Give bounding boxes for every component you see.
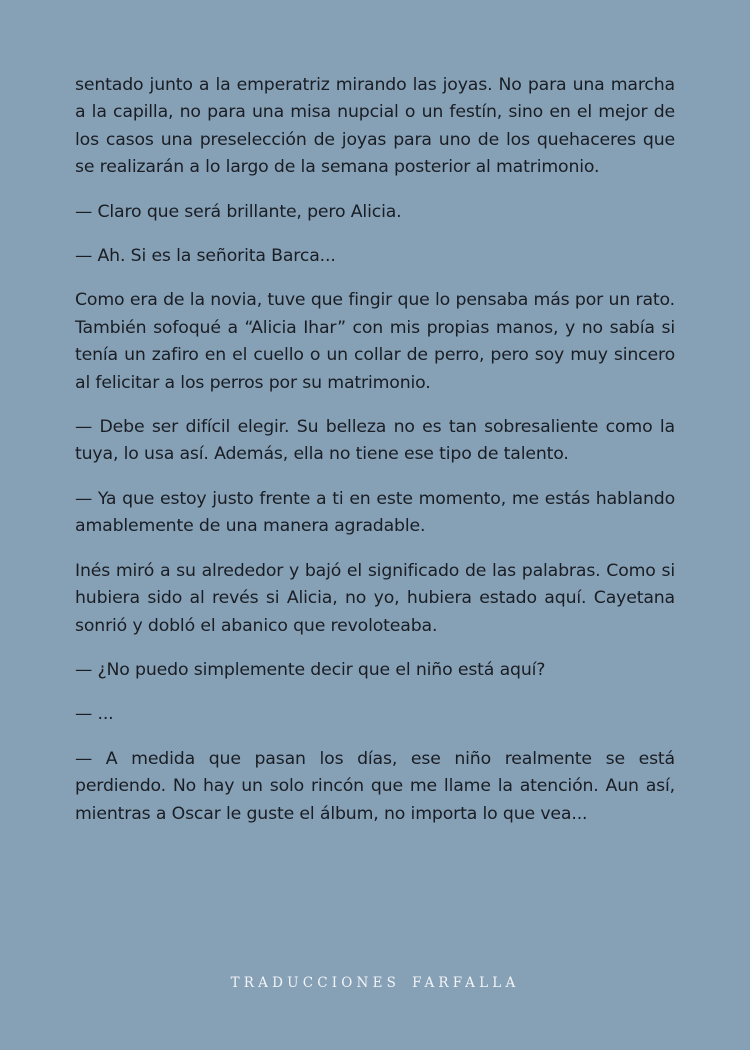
paragraph-dialog: — Claro que será brillante, pero Alicia.	[75, 201, 402, 222]
paragraph-narration: sentado junto a la emperatriz mirando las joyas. No para una marcha a la capilla, no para una misa nupcial o un festín, sino en el mejor de los casos una preselección de joyas para uno de los quehaceres que se realizarán a lo largo de la semana posterior al matrimonio.	[75, 75, 675, 178]
page-body	[75, 72, 675, 845]
paragraph-dialog: — A medida que pasan los días, ese niño realmente se está perdiendo. No hay un solo rincón que me llame la atención. Aun así, mientras a Oscar le guste el álbum, no importa lo que vea...	[75, 748, 675, 824]
paragraph-dialog: — ...	[75, 704, 114, 725]
paragraph-dialog: — ¿No puedo simplemente decir que el niño está aquí?	[75, 659, 546, 680]
paragraph-narration: Como era de la novia, tuve que fingir que lo pensaba más por un rato. También sofoqué a “Alicia Ihar” con mis propias manos, y no sabía si tenía un zafiro en el cuello o un collar de perro, pero soy muy sincero al felicitar a los perros por su matrimonio.	[75, 290, 675, 393]
footer-word-traducciones: TRADUCCIONES	[230, 975, 401, 991]
footer-credit	[0, 975, 750, 991]
footer-word-farfalla: FARFALLA	[412, 975, 520, 991]
paragraph-dialog: — Ah. Si es la señorita Barca...	[75, 246, 336, 267]
paragraph-narration: Inés miró a su alrededor y bajó el significado de las palabras. Como si hubiera sido al revés si Alicia, no yo, hubiera estado aquí. Cayetana sonrió y dobló el abanico que revoloteaba.	[75, 560, 675, 636]
paragraph-dialog: — Debe ser difícil elegir. Su belleza no es tan sobresaliente como la tuya, lo usa así. Además, ella no tiene ese tipo de talento.	[75, 417, 675, 465]
paragraph-dialog: — Ya que estoy justo frente a ti en este momento, me estás hablando amablemente de una manera agradable.	[75, 488, 675, 537]
